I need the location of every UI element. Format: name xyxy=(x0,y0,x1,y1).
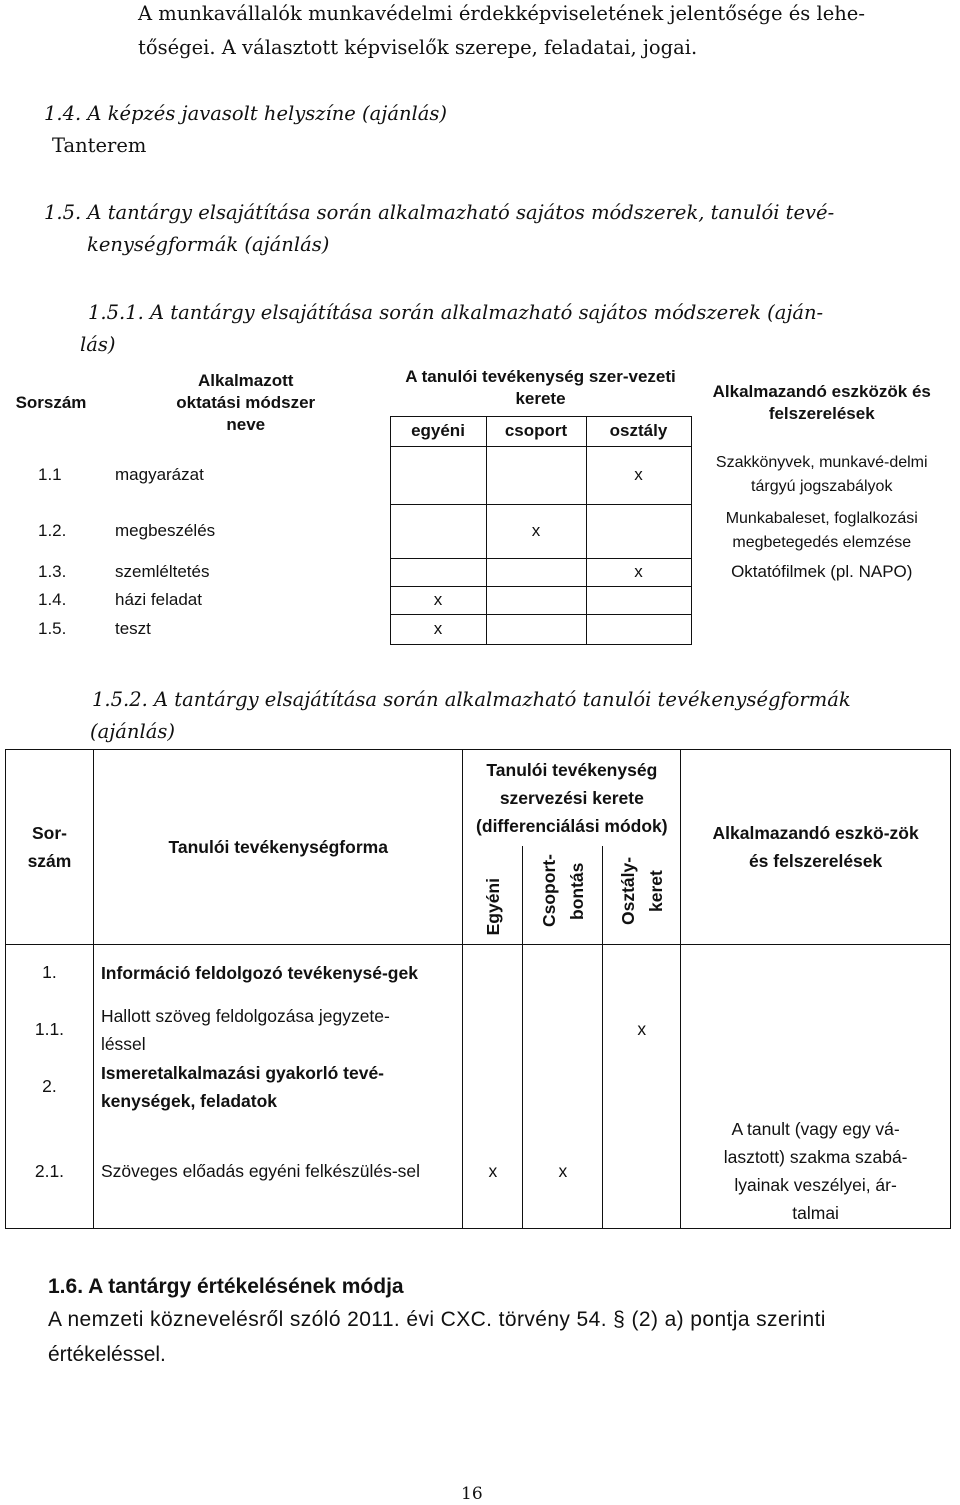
row-osztaly xyxy=(603,1115,681,1229)
table-row xyxy=(0,558,952,586)
row-csoport: x xyxy=(523,1115,603,1229)
header-osztalykeret: Osztály-keret xyxy=(617,856,666,926)
row-egyeni xyxy=(463,1001,523,1059)
section-1-4-heading: 1.4. A képzés javasolt helyszíne (ajánlás) xyxy=(44,102,447,125)
table-row xyxy=(0,614,952,644)
row-osztaly xyxy=(586,586,691,614)
section-1-5-heading-line-1: 1.5. A tantárgy elsajátítása során alkalmazható sajátos módszerek, tanulói tevé- xyxy=(44,201,835,224)
row-tools xyxy=(681,1001,951,1059)
row-number: 1. xyxy=(6,945,94,1001)
page-number: 16 xyxy=(461,1484,483,1504)
intro-line-2: tőségei. A választott képviselők szerepe, feladatai, jogai. xyxy=(138,36,698,59)
row-csoport: x xyxy=(486,504,586,558)
row-method: megbeszélés xyxy=(115,521,216,540)
activity-forms-table xyxy=(5,749,951,1229)
header-tools: Alkalmazandó eszkö-zök és felszerelések xyxy=(681,750,951,945)
header-activity-form: Tanulói tevékenységforma xyxy=(93,750,463,945)
row-activity: Hallott szöveg feldolgozása jegyzete-léssel xyxy=(93,1001,463,1059)
row-tools: Munkabaleset, foglalkozási megbetegedés elemzése xyxy=(725,510,918,551)
table-row xyxy=(0,446,952,504)
header-osztaly-cell xyxy=(603,846,681,945)
row-number: 1.3. xyxy=(38,562,67,581)
row-osztaly xyxy=(603,1059,681,1115)
row-method: házi feladat xyxy=(115,590,202,609)
row-osztaly xyxy=(586,614,691,644)
row-number: 1.1. xyxy=(6,1001,94,1059)
row-egyeni xyxy=(463,945,523,1001)
row-egyeni xyxy=(390,558,486,586)
section-1-4-value: Tanterem xyxy=(52,134,147,157)
row-activity: Információ feldolgozó tevékenysé-gek xyxy=(93,945,463,1001)
row-tools: Szakkönyvek, munkavé-delmi tárgyú jogszabályok xyxy=(715,454,928,495)
row-number: 2.1. xyxy=(6,1115,94,1229)
row-csoport xyxy=(486,614,586,644)
row-egyeni: x xyxy=(390,614,486,644)
row-egyeni xyxy=(390,446,486,504)
row-egyeni xyxy=(390,504,486,558)
row-number: 1.5. xyxy=(38,619,67,638)
row-method: teszt xyxy=(115,619,151,638)
row-tools: Oktatófilmek (pl. NAPO) xyxy=(731,562,913,581)
header-sorszam: Sor-szám xyxy=(6,750,94,945)
section-1-5-2-heading-line-1: 1.5.2. A tantárgy elsajátítása során alkalmazható tanulói tevékenységformák xyxy=(92,688,851,711)
row-csoport xyxy=(523,1001,603,1059)
row-osztaly xyxy=(603,945,681,1001)
header-egyeni: Egyéni xyxy=(482,877,503,935)
header-csoport-cell xyxy=(523,846,603,945)
row-activity: Ismeretalkalmazási gyakorló tevé-kenységek, feladatok xyxy=(93,1059,463,1115)
row-egyeni: x xyxy=(463,1115,523,1229)
table-row xyxy=(6,1115,951,1229)
table-row xyxy=(6,1001,951,1059)
row-egyeni: x xyxy=(390,586,486,614)
row-osztaly xyxy=(586,504,691,558)
section-1-5-heading-line-2: kenységformák (ajánlás) xyxy=(87,233,330,256)
section-1-6-line-1: A nemzeti köznevelésről szóló 2011. évi CXC. törvény 54. § (2) a) pontja szerinti xyxy=(48,1308,826,1331)
header-method-name: Alkalmazott oktatási módszer neve xyxy=(176,371,316,434)
row-number: 1.4. xyxy=(38,590,67,609)
row-tools: A tanult (vagy egy vá-lasztott) szakma szabá-lyainak veszélyei, ár-talmai xyxy=(681,1115,951,1229)
header-org-frame: Tanulói tevékenység szervezési kerete (differenciálási módok) xyxy=(463,750,681,846)
header-egyeni-cell xyxy=(463,846,523,945)
methods-table xyxy=(0,360,952,645)
header-csoport: csoport xyxy=(486,416,586,446)
row-csoport xyxy=(523,1059,603,1115)
section-1-6-heading: 1.6. A tantárgy értékelésének módja xyxy=(48,1275,404,1298)
header-sorszam: Sorszám xyxy=(15,393,87,412)
row-csoport xyxy=(486,558,586,586)
row-osztaly: x xyxy=(603,1001,681,1059)
row-number: 1.1 xyxy=(38,465,62,484)
header-org-frame: A tanulói tevékenység szer-vezeti kerete xyxy=(405,366,676,408)
table-row xyxy=(0,504,952,558)
header-osztaly: osztály xyxy=(586,416,691,446)
row-osztaly: x xyxy=(586,446,691,504)
intro-line-1: A munkavállalók munkavédelmi érdekképviseletének jelentősége és lehe- xyxy=(138,2,865,25)
row-csoport xyxy=(486,586,586,614)
row-tools xyxy=(691,614,952,644)
row-method: magyarázat xyxy=(115,465,204,484)
row-osztaly: x xyxy=(586,558,691,586)
row-activity: Szöveges előadás egyéni felkészülés-sel xyxy=(93,1115,463,1229)
header-tools: Alkalmazandó eszközök és felszerelések xyxy=(712,382,931,423)
section-1-5-1-heading-line-2: lás) xyxy=(80,333,116,356)
table-row xyxy=(6,1059,951,1115)
row-egyeni xyxy=(463,1059,523,1115)
row-csoport xyxy=(486,446,586,504)
table-row xyxy=(0,586,952,614)
header-csoportbontas: Csoport-bontás xyxy=(538,854,587,928)
section-1-5-2-heading-line-2: (ajánlás) xyxy=(90,720,175,743)
header-egyeni: egyéni xyxy=(390,416,486,446)
row-tools xyxy=(681,1059,951,1115)
row-tools xyxy=(691,586,952,614)
row-tools xyxy=(681,945,951,1001)
row-number: 1.2. xyxy=(38,521,67,540)
row-number: 2. xyxy=(6,1059,94,1115)
section-1-5-1-heading-line-1: 1.5.1. A tantárgy elsajátítása során alkalmazható sajátos módszerek (aján- xyxy=(88,301,824,324)
row-method: szemléltetés xyxy=(115,562,210,581)
section-1-6-line-2: értékeléssel. xyxy=(48,1343,166,1366)
row-csoport xyxy=(523,945,603,1001)
table-row xyxy=(6,945,951,1001)
